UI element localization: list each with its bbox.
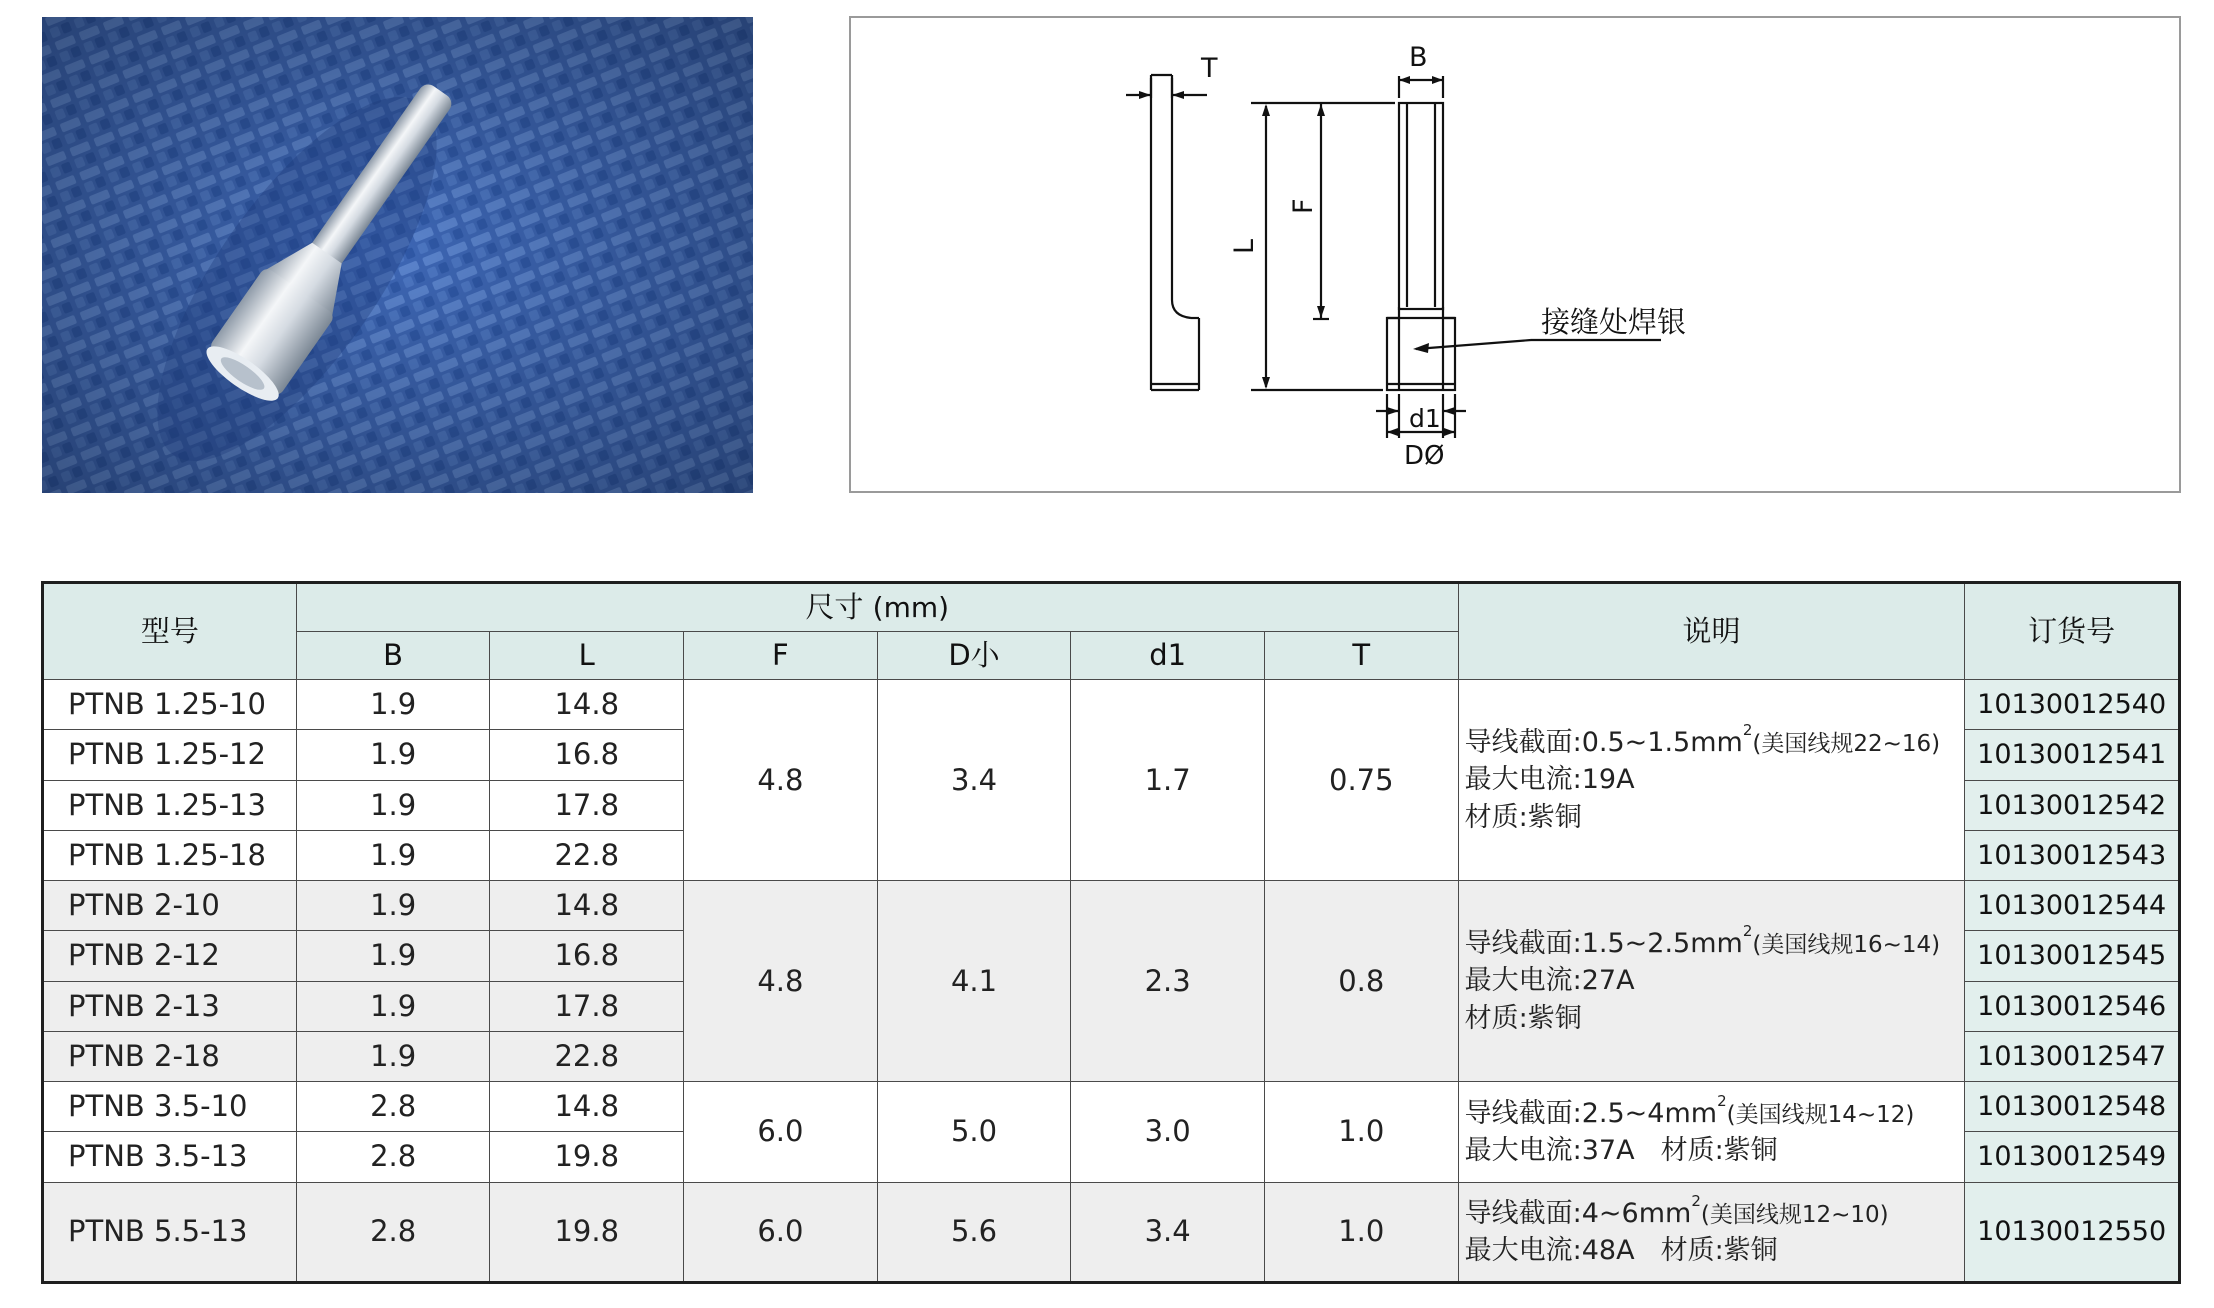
cell-D: 4.1 xyxy=(877,881,1071,1082)
pin-terminal-photo xyxy=(42,17,753,493)
cell-B: 2.8 xyxy=(296,1082,490,1132)
desc-section: 导线截面:0.5~1.5mm xyxy=(1464,727,1743,759)
cell-L: 22.8 xyxy=(490,1031,684,1081)
order-cell: 10130012540 xyxy=(1965,680,2180,730)
cell-B: 1.9 xyxy=(296,1031,490,1081)
model-cell: PTNB 1.25-18 xyxy=(43,830,297,880)
cell-B: 2.8 xyxy=(296,1132,490,1182)
cell-L: 14.8 xyxy=(490,881,684,931)
desc-current: 最大电流:19A xyxy=(1464,764,1635,796)
cell-L: 14.8 xyxy=(490,680,684,730)
cell-L: 16.8 xyxy=(490,730,684,780)
cell-L: 17.8 xyxy=(490,780,684,830)
cell-B: 1.9 xyxy=(296,931,490,981)
cell-T: 1.0 xyxy=(1264,1082,1458,1183)
cell-L: 16.8 xyxy=(490,931,684,981)
cell-L: 17.8 xyxy=(490,981,684,1031)
desc-section: 导线截面:4~6mm xyxy=(1464,1197,1692,1229)
order-cell: 10130012546 xyxy=(1965,981,2180,1031)
model-cell: PTNB 3.5-13 xyxy=(43,1132,297,1182)
cell-d1: 1.7 xyxy=(1071,680,1265,881)
cell-F: 4.8 xyxy=(684,680,878,881)
dim-label-T: T xyxy=(1201,53,1218,84)
cell-B: 1.9 xyxy=(296,981,490,1031)
cell-D: 5.0 xyxy=(877,1082,1071,1183)
desc-section: 导线截面:2.5~4mm xyxy=(1464,1097,1718,1129)
header-dimensions-label: 尺寸 xyxy=(805,590,864,624)
dimension-drawing xyxy=(851,18,2183,495)
cell-d1: 3.0 xyxy=(1071,1082,1265,1183)
order-cell: 10130012548 xyxy=(1965,1082,2180,1132)
desc-material: 材质:紫铜 xyxy=(1464,1002,1582,1034)
cell-B: 1.9 xyxy=(296,780,490,830)
desc-material: 材质:紫铜 xyxy=(1660,1234,1778,1266)
order-cell: 10130012544 xyxy=(1965,881,2180,931)
table-row xyxy=(43,680,2180,730)
cell-B: 1.9 xyxy=(296,730,490,780)
desc-current: 最大电流:48A xyxy=(1464,1234,1635,1266)
model-cell: PTNB 1.25-12 xyxy=(43,730,297,780)
spec-table xyxy=(41,581,2181,1284)
order-cell: 10130012550 xyxy=(1965,1182,2180,1283)
description-cell xyxy=(1458,1082,1965,1183)
technical-drawing-panel xyxy=(849,16,2181,493)
dim-label-L: L xyxy=(1229,238,1260,254)
cell-T: 0.75 xyxy=(1264,680,1458,881)
model-cell: PTNB 2-13 xyxy=(43,981,297,1031)
cell-d1: 3.4 xyxy=(1071,1182,1265,1283)
header-col-D: D小 xyxy=(877,632,1071,680)
order-cell: 10130012549 xyxy=(1965,1132,2180,1182)
header-unit: (mm) xyxy=(872,591,950,624)
cell-B: 1.9 xyxy=(296,881,490,931)
desc-sup: 2 xyxy=(1717,1091,1727,1110)
desc-material: 材质:紫铜 xyxy=(1464,801,1582,833)
weld-note: 接缝处焊银 xyxy=(1541,305,1687,339)
cell-L: 19.8 xyxy=(490,1132,684,1182)
header-col-B: B xyxy=(296,632,490,680)
table-row xyxy=(43,881,2180,931)
header-col-d1: d1 xyxy=(1071,632,1265,680)
cell-B: 1.9 xyxy=(296,830,490,880)
cell-D: 3.4 xyxy=(877,680,1071,881)
cell-F: 4.8 xyxy=(684,881,878,1082)
dim-label-D: DØ xyxy=(1404,441,1445,471)
model-cell: PTNB 1.25-13 xyxy=(43,780,297,830)
model-cell: PTNB 3.5-10 xyxy=(43,1082,297,1132)
cell-F: 6.0 xyxy=(684,1082,878,1183)
description-cell xyxy=(1458,680,1965,881)
model-cell: PTNB 2-18 xyxy=(43,1031,297,1081)
cell-d1: 2.3 xyxy=(1071,881,1265,1082)
header-col-L: L xyxy=(490,632,684,680)
cell-L: 22.8 xyxy=(490,830,684,880)
cell-B: 1.9 xyxy=(296,680,490,730)
desc-awg: (美国线规22~16) xyxy=(1752,731,1941,758)
dim-label-F: F xyxy=(1288,198,1319,214)
table-row xyxy=(43,1182,2180,1283)
order-cell: 10130012542 xyxy=(1965,780,2180,830)
model-cell: PTNB 1.25-10 xyxy=(43,680,297,730)
model-cell: PTNB 2-12 xyxy=(43,931,297,981)
desc-awg: (美国线规12~10) xyxy=(1700,1201,1889,1228)
desc-awg: (美国线规14~12) xyxy=(1726,1101,1915,1128)
desc-sup: 2 xyxy=(1742,922,1753,941)
description-cell xyxy=(1458,1182,1965,1283)
model-cell: PTNB 5.5-13 xyxy=(43,1182,297,1283)
cell-L: 14.8 xyxy=(490,1082,684,1132)
dim-label-B: B xyxy=(1409,42,1428,73)
header-col-F: F xyxy=(684,632,878,680)
header-description: 说明 xyxy=(1458,583,1965,680)
cell-B: 2.8 xyxy=(296,1182,490,1283)
order-cell: 10130012543 xyxy=(1965,830,2180,880)
cell-F: 6.0 xyxy=(684,1182,878,1283)
desc-sup: 2 xyxy=(1742,721,1753,740)
header-model: 型号 xyxy=(43,583,297,680)
desc-material: 材质:紫铜 xyxy=(1660,1134,1778,1166)
order-cell: 10130012547 xyxy=(1965,1031,2180,1081)
cell-T: 0.8 xyxy=(1264,881,1458,1082)
desc-sup: 2 xyxy=(1691,1191,1701,1210)
cell-T: 1.0 xyxy=(1264,1182,1458,1283)
description-cell xyxy=(1458,881,1965,1082)
desc-awg: (美国线规16~14) xyxy=(1752,932,1941,959)
order-cell: 10130012541 xyxy=(1965,730,2180,780)
desc-section: 导线截面:1.5~2.5mm xyxy=(1464,928,1743,960)
desc-current: 最大电流:37A xyxy=(1464,1134,1635,1166)
desc-current: 最大电流:27A xyxy=(1464,965,1635,997)
header-dimensions xyxy=(296,583,1458,632)
product-photo xyxy=(42,17,753,493)
cell-D: 5.6 xyxy=(877,1182,1071,1283)
header-col-T: T xyxy=(1264,632,1458,680)
table-row xyxy=(43,1082,2180,1132)
order-cell: 10130012545 xyxy=(1965,931,2180,981)
model-cell: PTNB 2-10 xyxy=(43,881,297,931)
dim-label-d1: d1 xyxy=(1409,404,1441,433)
cell-L: 19.8 xyxy=(490,1182,684,1283)
header-order-no: 订货号 xyxy=(1965,583,2180,680)
